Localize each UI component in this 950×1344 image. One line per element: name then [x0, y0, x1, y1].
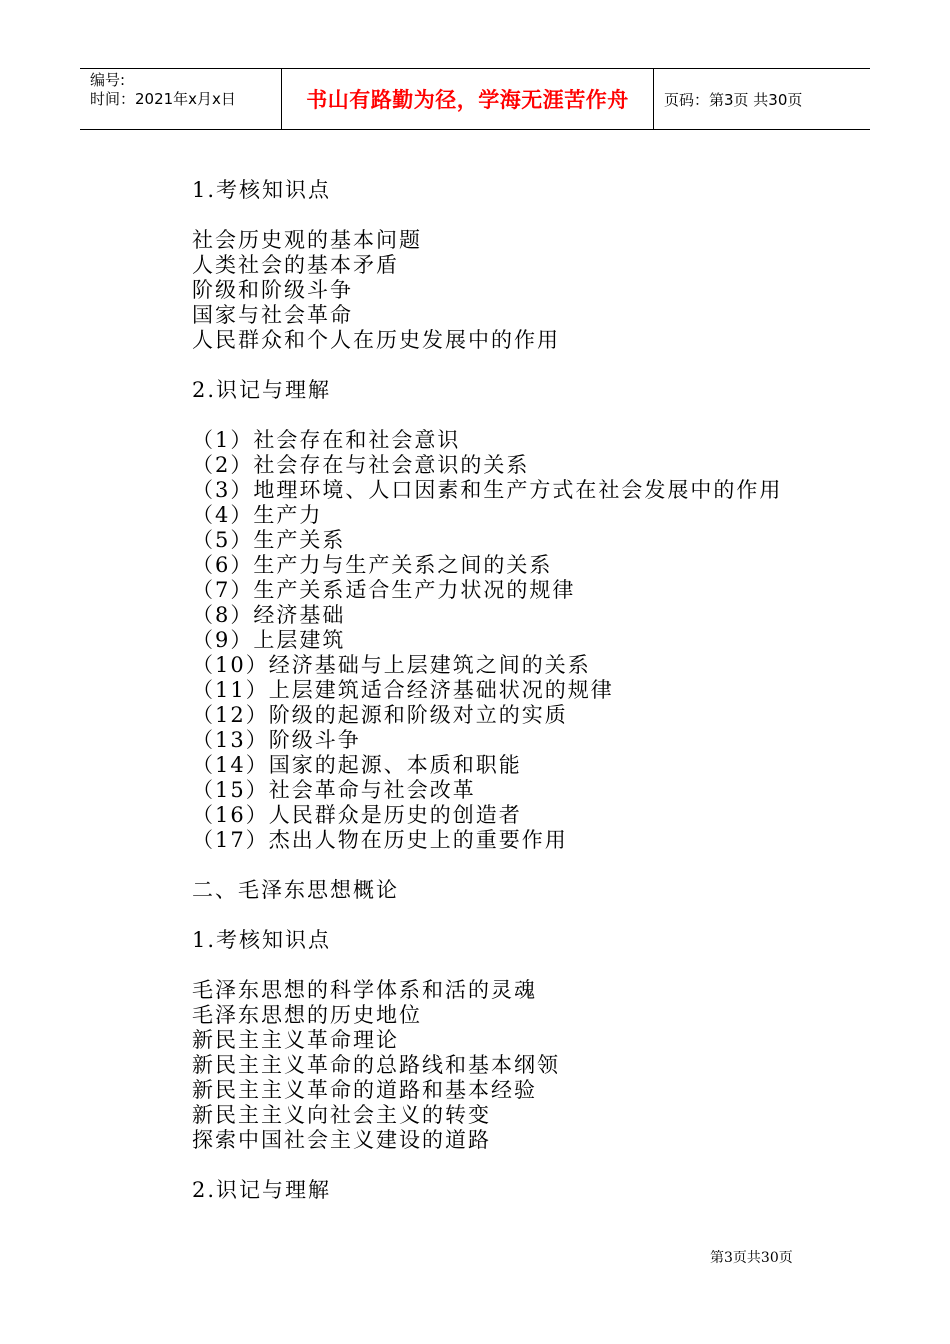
- list-item: （9）上层建筑: [192, 628, 346, 652]
- list-item: 新民主主义革命的道路和基本经验: [192, 1078, 537, 1102]
- list-item: （11）上层建筑适合经济基础状况的规律: [192, 678, 614, 702]
- page-header: [80, 68, 870, 130]
- knowledge-list-2: [192, 978, 852, 1153]
- page-footer: 第3页共30页: [710, 1250, 793, 1266]
- list-item: （3）地理环境、人口因素和生产方式在社会发展中的作用: [192, 478, 783, 502]
- list-item: （1）社会存在和社会意识: [192, 428, 461, 452]
- part-heading: 二、毛泽东思想概论: [192, 878, 399, 902]
- list-item: 新民主主义革命理论: [192, 1028, 399, 1052]
- list-item: 社会历史观的基本问题: [192, 228, 422, 252]
- list-item: 新民主主义向社会主义的转变: [192, 1103, 491, 1127]
- list-item: （4）生产力: [192, 503, 323, 527]
- list-item: 阶级和阶级斗争: [192, 278, 353, 302]
- list-item: （15）社会革命与社会改革: [192, 778, 476, 802]
- list-item: 毛泽东思想的历史地位: [192, 1003, 422, 1027]
- time-label: 时间：2021年x月x日: [90, 90, 236, 108]
- list-item: 国家与社会革命: [192, 303, 353, 327]
- list-item: 探索中国社会主义建设的道路: [192, 1128, 491, 1152]
- section-heading: 1.考核知识点: [192, 178, 332, 202]
- list-item: （14）国家的起源、本质和职能: [192, 753, 522, 777]
- knowledge-list: [192, 228, 852, 353]
- list-item: 人民群众和个人在历史发展中的作用: [192, 328, 560, 352]
- header-page-info: 页码：第3页 共30页: [664, 90, 803, 109]
- document-body: [192, 178, 852, 1203]
- section-heading: 2.识记与理解: [192, 1178, 332, 1202]
- section-heading: 1.考核知识点: [192, 928, 332, 952]
- number-label: 编号:: [90, 71, 126, 89]
- list-item: （10）经济基础与上层建筑之间的关系: [192, 653, 591, 677]
- header-motto: 书山有路勤为径，学海无涯苦作舟: [282, 69, 654, 129]
- section-heading: 2.识记与理解: [192, 378, 332, 402]
- list-item: 新民主主义革命的总路线和基本纲领: [192, 1053, 560, 1077]
- list-item: （17）杰出人物在历史上的重要作用: [192, 828, 568, 852]
- header-meta: [80, 69, 282, 129]
- list-item: （12）阶级的起源和阶级对立的实质: [192, 703, 568, 727]
- list-item: 毛泽东思想的科学体系和活的灵魂: [192, 978, 537, 1002]
- understanding-list: [192, 428, 852, 853]
- list-item: （7）生产关系适合生产力状况的规律: [192, 578, 576, 602]
- list-item: （6）生产力与生产关系之间的关系: [192, 553, 553, 577]
- list-item: （2）社会存在与社会意识的关系: [192, 453, 530, 477]
- list-item: （5）生产关系: [192, 528, 346, 552]
- list-item: （8）经济基础: [192, 603, 346, 627]
- list-item: （16）人民群众是历史的创造者: [192, 803, 522, 827]
- list-item: （13）阶级斗争: [192, 728, 361, 752]
- list-item: 人类社会的基本矛盾: [192, 253, 399, 277]
